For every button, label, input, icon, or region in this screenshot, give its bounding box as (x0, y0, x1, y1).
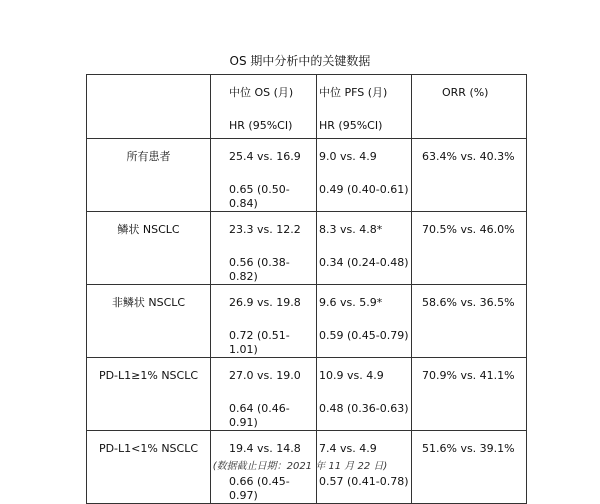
pfs-value: 10.9 vs. 4.9 (319, 369, 384, 382)
table-row (87, 212, 527, 285)
row-label: 鳞状 NSCLC (117, 223, 180, 236)
orr-cell (412, 139, 527, 212)
pfs-hr-value: 0.48 (0.36-0.63) (319, 402, 409, 415)
os-hr-value: 0.65 (0.50-0.84) (229, 183, 290, 210)
pfs-hr-value: 0.57 (0.41-0.78) (319, 475, 409, 488)
os-hr-value: 0.56 (0.38-0.82) (229, 256, 290, 283)
pfs-cell (317, 358, 412, 431)
header-os-hr-label: HR (95%CI) (229, 119, 293, 132)
row-label: PD-L1<1% NSCLC (98, 442, 199, 455)
row-label: 非鳞状 NSCLC (111, 296, 186, 309)
orr-value: 70.9% vs. 41.1% (422, 369, 515, 382)
os-hr-value: 0.72 (0.51-1.01) (229, 329, 290, 356)
orr-value: 70.5% vs. 46.0% (422, 223, 515, 236)
os-value: 23.3 vs. 12.2 (229, 223, 301, 236)
data-cutoff-footnote: (数据截止日期：2021 年 11 月 22 日) (212, 461, 388, 472)
pfs-value: 9.6 vs. 5.9* (319, 296, 383, 309)
row-label-cell (87, 139, 211, 212)
orr-value: 63.4% vs. 40.3% (422, 150, 515, 163)
orr-cell (412, 358, 527, 431)
os-hr-value: 0.66 (0.45-0.97) (229, 475, 290, 502)
row-label: PD-L1≥1% NSCLC (98, 369, 199, 382)
header-row (87, 75, 527, 139)
header-median-pfs (317, 75, 412, 139)
os-value: 26.9 vs. 19.8 (229, 296, 301, 309)
os-value: 25.4 vs. 16.9 (229, 150, 301, 163)
header-empty-cell (87, 75, 211, 139)
pfs-cell (317, 139, 412, 212)
os-cell (211, 285, 317, 358)
pfs-hr-value: 0.49 (0.40-0.61) (319, 183, 409, 196)
os-hr-value: 0.64 (0.46-0.91) (229, 402, 290, 429)
os-value: 27.0 vs. 19.0 (229, 369, 301, 382)
header-orr-label: ORR (%) (442, 86, 489, 99)
pfs-cell (317, 212, 412, 285)
row-label-cell (87, 212, 211, 285)
pfs-value: 7.4 vs. 4.9 (319, 442, 377, 455)
header-pfs-hr-label: HR (95%CI) (319, 119, 383, 132)
table-row (87, 358, 527, 431)
key-data-table (86, 74, 527, 504)
row-label: 所有患者 (126, 150, 171, 163)
table-title: OS 期中分析中的关键数据 (229, 54, 371, 68)
os-value: 19.4 vs. 14.8 (229, 442, 301, 455)
header-median-os (211, 75, 317, 139)
pfs-cell (317, 285, 412, 358)
pfs-hr-value: 0.59 (0.45-0.79) (319, 329, 409, 342)
os-cell (211, 358, 317, 431)
pfs-value: 9.0 vs. 4.9 (319, 150, 377, 163)
orr-value: 51.6% vs. 39.1% (422, 442, 515, 455)
pfs-hr-value: 0.34 (0.24-0.48) (319, 256, 409, 269)
orr-cell (412, 285, 527, 358)
header-median-os-label: 中位 OS (月) (229, 86, 294, 99)
orr-value: 58.6% vs. 36.5% (422, 296, 515, 309)
row-label-cell (87, 358, 211, 431)
header-orr (412, 75, 527, 139)
table-row (87, 285, 527, 358)
pfs-value: 8.3 vs. 4.8* (319, 223, 383, 236)
os-cell (211, 139, 317, 212)
header-median-pfs-label: 中位 PFS (月) (319, 86, 388, 99)
row-label-cell (87, 285, 211, 358)
table-row (87, 139, 527, 212)
orr-cell (412, 212, 527, 285)
os-cell (211, 212, 317, 285)
